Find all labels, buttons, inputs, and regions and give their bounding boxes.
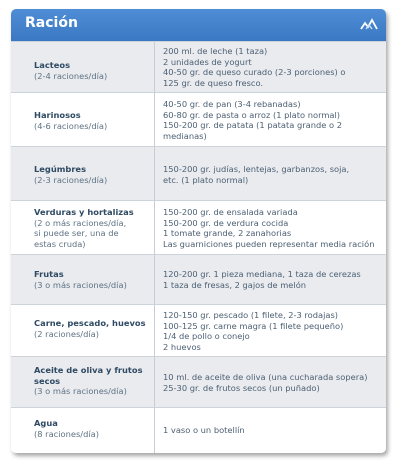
- category-cell: [34, 418, 149, 439]
- portion-cell: [163, 310, 385, 352]
- portion-line: 150-200 gr. de patata (1 patata grande o 2: [163, 120, 343, 131]
- portion-line: 1 tomate grande, 2 zanahorias: [163, 228, 292, 239]
- category-servings: (2 raciones/día): [34, 328, 99, 339]
- portion-line: 40-50 gr. de pan (3-4 rebanadas): [163, 99, 301, 109]
- category-cell: [34, 318, 149, 339]
- column-divider: [154, 408, 155, 453]
- category-cell: [34, 110, 149, 131]
- brand-logo-icon: [360, 18, 378, 30]
- category-cell: [34, 60, 149, 81]
- category-servings: si puede ser, una de: [34, 228, 119, 239]
- column-divider: [154, 357, 155, 408]
- table-row-lacteos: [11, 41, 386, 93]
- header-title: Ración: [25, 15, 78, 31]
- portion-cell: [163, 46, 385, 88]
- table-row-harinosos: [11, 92, 386, 147]
- portion-line: 120-150 gr. pescado (1 filete, 2-3 rodajas): [163, 310, 339, 320]
- portion-line: 150-200 gr. de verdura cocida: [163, 217, 289, 228]
- portion-line: 1 vaso o un botellín: [163, 425, 245, 435]
- category-name: Carne, pescado, huevos: [34, 318, 146, 328]
- portion-line: 40-50 gr. de queso curado (2-3 porciones) o: [163, 67, 346, 78]
- portion-cell: [163, 99, 385, 141]
- category-name: Harinosos: [34, 110, 81, 120]
- category-cell: [34, 269, 149, 290]
- column-divider: [154, 201, 155, 255]
- category-cell: [34, 164, 149, 185]
- portion-line: 200 ml. de leche (1 taza): [163, 46, 268, 56]
- column-divider: [154, 42, 155, 93]
- column-divider: [154, 93, 155, 147]
- portion-line: 10 ml. de aceite de oliva (una cucharada sopera): [163, 372, 368, 382]
- portion-line: 125 gr. de queso fresco.: [163, 77, 264, 88]
- category-servings: (2 o más raciones/día,: [34, 217, 127, 228]
- column-divider: [154, 255, 155, 305]
- portion-line: 1 taza de fresas, 2 gajos de melón: [163, 279, 307, 290]
- portion-line: 60-80 gr. de pasta o arroz (1 plato normal): [163, 109, 341, 120]
- category-servings: (4-6 raciones/día): [34, 120, 108, 131]
- category-servings: estas cruda): [34, 238, 86, 249]
- portion-line: 120-200 gr. 1 pieza mediana, 1 taza de cerezas: [163, 269, 361, 279]
- table-row-aceite: [11, 356, 386, 408]
- portion-line: 2 huevos: [163, 341, 201, 352]
- portion-table-card: [11, 9, 386, 453]
- portion-line: 150-200 gr. de ensalada variada: [163, 207, 298, 217]
- portion-cell: [163, 207, 385, 249]
- portion-line: 100-125 gr. carne magra (1 filete pequeño): [163, 320, 344, 331]
- portion-cell: [163, 269, 385, 290]
- table-row-frutas: [11, 254, 386, 305]
- category-cell: [34, 207, 149, 249]
- portion-line: 2 unidades de yogurt: [163, 56, 252, 67]
- category-servings: (2-4 raciones/día): [34, 70, 108, 81]
- category-cell: [34, 365, 149, 397]
- category-name: Lacteos: [34, 60, 71, 70]
- category-servings: (8 raciones/día): [34, 428, 99, 439]
- table-row-legumbres: [11, 146, 386, 201]
- portion-line: 1/4 de pollo o conejo: [163, 331, 250, 342]
- category-servings: (2-3 raciones/día): [34, 174, 108, 185]
- category-name: Agua: [34, 418, 58, 428]
- category-servings: (3 o más raciones/día): [34, 386, 127, 397]
- portion-line: 150-200 gr. judías, lentejas, garbanzos, soja,: [163, 164, 350, 174]
- portion-line: 25-30 gr. de frutos secos (un puñado): [163, 382, 320, 393]
- table-row-agua: [11, 407, 386, 453]
- category-servings: (3 o más raciones/día): [34, 279, 127, 290]
- portion-line: etc. (1 plato normal): [163, 174, 249, 185]
- portion-cell: [163, 164, 385, 185]
- category-name: Legúmbres: [34, 164, 87, 174]
- category-name: Frutas: [34, 269, 64, 279]
- table-header: [11, 9, 386, 41]
- category-name: Verduras y hortalizas: [34, 207, 134, 217]
- column-divider: [154, 305, 155, 357]
- portion-line: Las guarniciones pueden representar media ración: [163, 238, 375, 249]
- category-name: Aceite de oliva y frutos: [34, 365, 143, 375]
- column-divider: [154, 147, 155, 201]
- portion-cell: [163, 372, 385, 393]
- portion-line: medianas): [163, 130, 207, 141]
- portion-cell: [163, 425, 385, 436]
- table-row-carne: [11, 304, 386, 357]
- category-name-cont: secos: [34, 375, 61, 386]
- table-row-verduras: [11, 200, 386, 255]
